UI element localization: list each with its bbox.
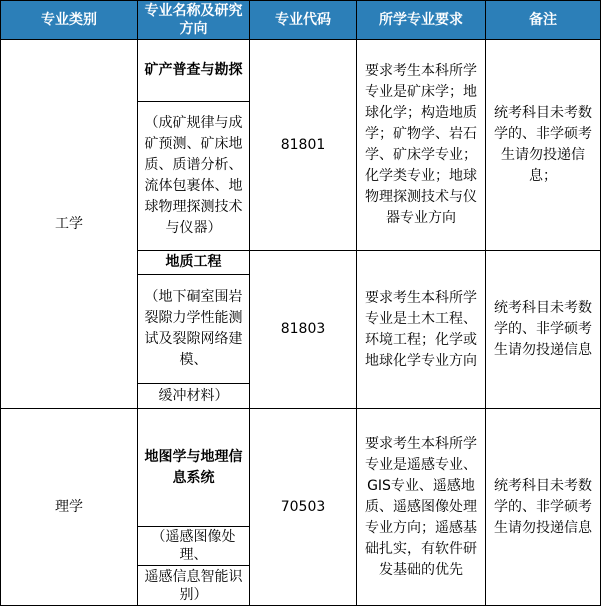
major-direction: （成矿规律与成矿预测、矿床地质、质谱分析、流体包裹体、地球物理探测技术与仪器） bbox=[137, 101, 250, 251]
major-direction: （遥感图像处理、 bbox=[137, 526, 250, 566]
major-name: 矿产普查与勘探 bbox=[137, 39, 250, 102]
header-note: 备注 bbox=[485, 0, 601, 40]
major-code: 81801 bbox=[249, 39, 357, 251]
major-direction: （地下硐室围岩裂隙力学性能测试及裂隙网络建模、 bbox=[137, 274, 250, 384]
major-requirement: 要求考生本科所学专业是遥感专业、GIS专业、遥感地质、遥感图像处理专业方向；遥感基础扎实，有软件研发基础的优先 bbox=[356, 408, 486, 606]
major-name: 地图学与地理信息系统 bbox=[137, 408, 250, 527]
header-requirement: 所学专业要求 bbox=[356, 0, 486, 40]
header-code: 专业代码 bbox=[249, 0, 357, 40]
major-note: 统考科目未考数学的、非学硕考生请勿投递信息； bbox=[485, 39, 601, 251]
major-note: 统考科目未考数学的、非学硕考生请勿投递信息 bbox=[485, 250, 601, 409]
major-direction-cont: 缓冲材料） bbox=[137, 383, 250, 409]
category-cell: 工学 bbox=[0, 39, 138, 409]
major-direction-cont: 遥感信息智能识别） bbox=[137, 565, 250, 606]
major-requirement: 要求考生本科所学专业是土木工程、环境工程；化学或地球化学专业方向 bbox=[356, 250, 486, 409]
major-code: 81803 bbox=[249, 250, 357, 409]
header-category: 专业类别 bbox=[0, 0, 138, 40]
major-code: 70503 bbox=[249, 408, 357, 606]
major-note: 统考科目未考数学的、非学硕考生请勿投递信息 bbox=[485, 408, 601, 606]
major-name: 地质工程 bbox=[137, 250, 250, 275]
category-cell: 理学 bbox=[0, 408, 138, 606]
major-requirement: 要求考生本科所学专业是矿床学；地球化学；构造地质学；矿物学、岩石学、矿床学专业；化学类专业；地球物理探测技术与仪器专业方向 bbox=[356, 39, 486, 251]
header-name: 专业名称及研究方向 bbox=[137, 0, 250, 40]
